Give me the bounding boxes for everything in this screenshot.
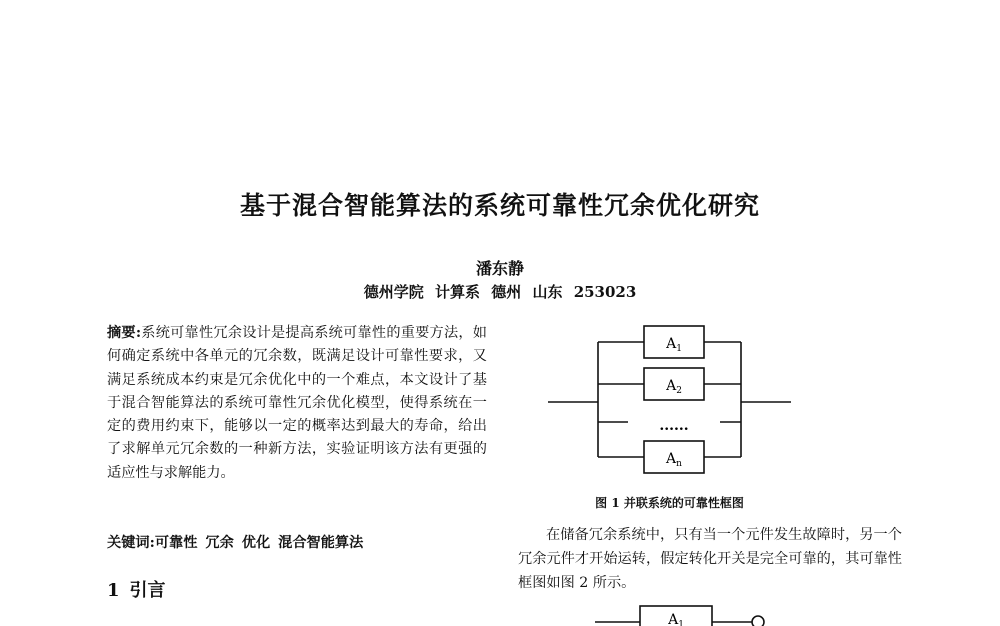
abstract: [107, 322, 487, 485]
body-paragraph: [518, 523, 902, 595]
affiliation-part: 计算系: [434, 283, 480, 301]
parallel-system-diagram: [548, 318, 791, 488]
body-paragraph-text: 在储备冗余系统中，只有当一个元件发生故障时，另一个冗余元件才开始运转，假定转化开关是完全可靠的，其可靠性框图如图 2 所示。: [518, 527, 902, 591]
keyword: 混合智能算法: [278, 535, 364, 551]
section-number: 1: [107, 580, 120, 601]
figure-1-caption: 图 1 并联系统的可靠性框图: [595, 496, 744, 510]
affiliation-part: 山东: [532, 283, 563, 301]
block-a2-label: $A_2$: [666, 378, 682, 396]
keywords: [107, 532, 487, 552]
affiliation-part: 253023: [573, 283, 637, 301]
block-a1-label: $A_1$: [668, 612, 684, 626]
block-an-label: $A_n$: [666, 451, 682, 469]
keyword: 冗余: [205, 535, 234, 551]
section-heading: [107, 576, 166, 602]
section-title: 引言: [129, 580, 166, 601]
keyword: 可靠性: [154, 535, 198, 551]
block-a1-label: $A_1$: [666, 336, 682, 354]
paper-title: 基于混合智能算法的系统可靠性冗余优化研究: [239, 191, 760, 220]
abstract-text: 系统可靠性冗余设计是提高系统可靠性的重要方法，如何确定系统中各单元的冗余数，既满足设计可靠性要求，又满足系统成本约束是冗余优化中的一个难点，本文设计了基于混合智能算法的系统可靠性冗余优化模型，使得系统在一定的费用约束下，能够以一定的概率达到最大的寿命，给出了求解单元冗余数的一种新方法，实验证明该方法有更强的适应性与求解能力。: [107, 325, 487, 481]
affiliation-part: 德州学院: [363, 283, 424, 301]
standby-system-diagram: [590, 600, 780, 626]
abstract-label: 摘要:: [107, 325, 142, 341]
author-name: 潘东静: [475, 259, 524, 278]
switch-node: [752, 616, 764, 626]
affiliation-part: 德州: [491, 283, 522, 301]
author-affiliation: [0, 281, 1000, 302]
ellipsis-label: ......: [659, 418, 689, 434]
keyword: 优化: [241, 535, 271, 551]
keywords-label: 关键词:: [107, 535, 155, 551]
cut-off-text-line: [230, 620, 490, 626]
